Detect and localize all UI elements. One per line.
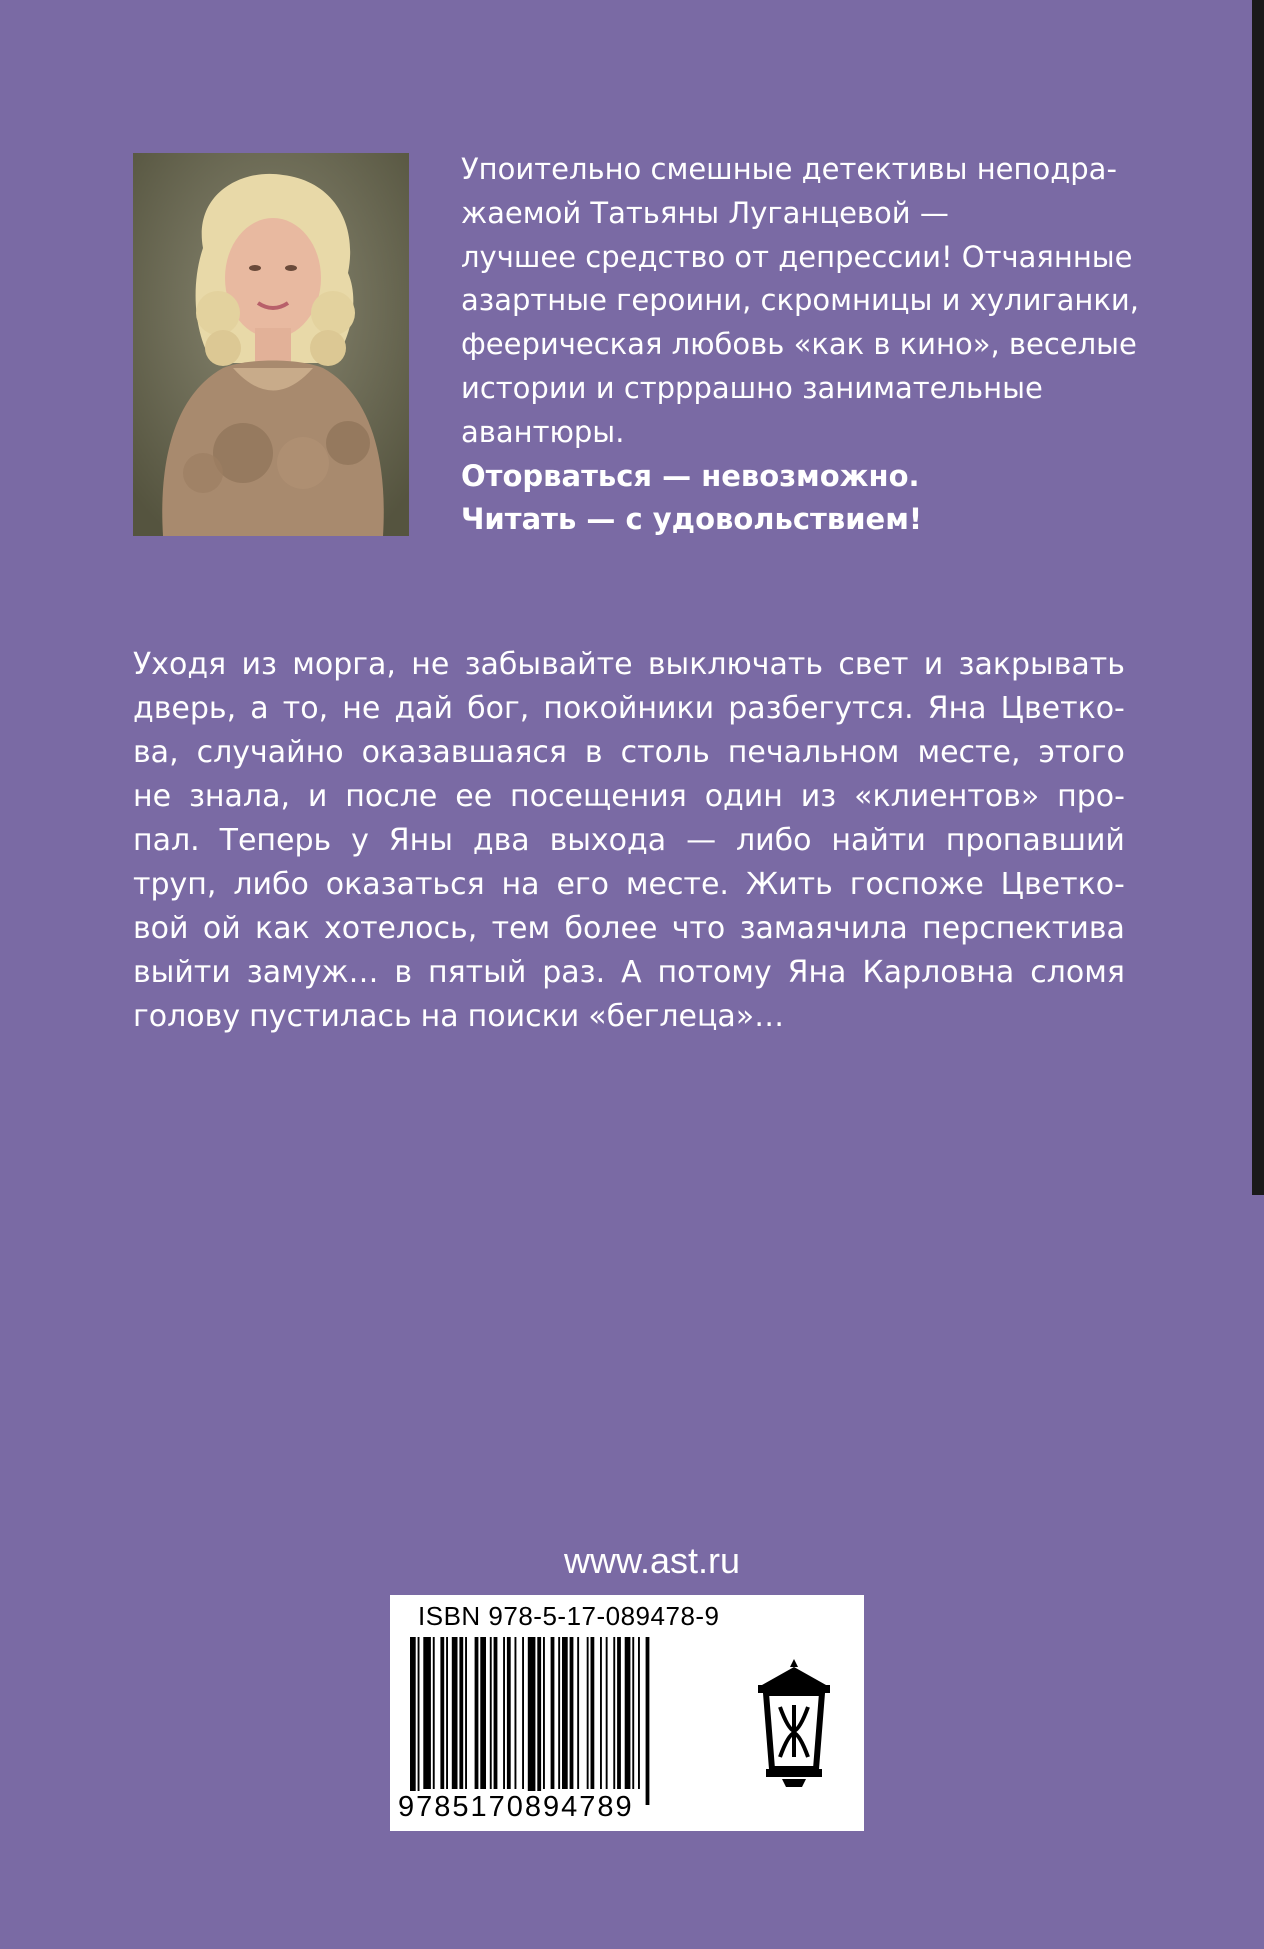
annotation-word: не [342,691,381,726]
publisher-website: www.ast.ru [563,1540,741,1581]
barcode-bar [600,1637,602,1789]
annotation-word: поиски [467,999,580,1034]
barcode-bar [537,1637,541,1805]
blurb-line: Упоительно смешные детективы неподра- [461,152,1117,186]
barcode-bar [418,1637,420,1805]
annotation-word: из [241,647,277,682]
barcode-bar [503,1637,505,1789]
annotation-line [133,863,1125,907]
annotation-word: замуж… [246,955,379,990]
annotation-word: Цветко- [1000,867,1125,902]
annotation-word: не [411,647,450,682]
barcode-bar [613,1637,615,1789]
blurb-tagline: Оторваться — невозможно. [461,458,920,493]
annotation-word: в [584,735,603,770]
annotation-word: замаячила [739,911,908,946]
annotation-word: Теперь [219,823,332,858]
barcode-bar [452,1637,458,1789]
barcode-bar [543,1637,545,1789]
barcode-bar [638,1637,640,1789]
annotation-word: ва, [133,735,179,770]
barcode-bar [480,1637,486,1789]
annotation-word: и [923,647,944,682]
annotation-line [133,643,1125,687]
barcode-bar [587,1637,589,1789]
annotation-word: пропавший [945,823,1125,858]
barcode-bar [577,1637,579,1789]
blurb-line: лучшее средство от депрессии! Отчаянные [461,239,1133,274]
annotation-word: столь [620,735,710,770]
annotation-word: знала, [188,779,290,814]
barcode-bar [515,1637,517,1789]
barcode-bar [617,1637,621,1789]
barcode-bar [522,1637,524,1789]
barcode-bar [646,1637,650,1805]
annotation-word: Цветко- [1000,691,1125,726]
annotation-word: Яна [927,691,987,726]
lantern-logo-icon [752,1657,836,1787]
barcode-bar [606,1637,608,1789]
blurb-line: истории и стрррашно занимательные [461,370,1043,405]
annotation-line [133,775,1125,819]
annotation-word: пятый [428,955,527,990]
annotation-line [133,687,1125,731]
annotation-word: случайно [196,735,344,770]
spine-edge [1252,0,1264,1195]
blurb-line: жаемой Татьяны Луганцевой — [461,195,949,230]
barcode-bar [551,1637,555,1789]
annotation-word: его [556,867,610,902]
annotation-word: этого [1038,735,1125,770]
annotation-word: А [621,955,642,990]
annotation-word: не [133,779,172,814]
annotation-word: про- [1057,779,1125,814]
annotation-word: на [420,999,459,1034]
annotation-line [133,995,1125,1039]
annotation-word: как [255,911,310,946]
annotation-line [133,951,1125,995]
annotation-word: пал. [133,823,200,858]
annotation-word: хотелось, [323,911,478,946]
barcode-block [390,1595,864,1831]
isbn-number: ISBN 978-5-17-089478-9 [418,1601,720,1631]
annotation-word: два [472,823,530,858]
annotation-word: Уходя [133,647,227,682]
annotation-line [133,731,1125,775]
annotation-word: более [564,911,658,946]
blurb-line: азартные героини, скромницы и хулиганки, [461,283,1139,318]
annotation-word: один [704,779,783,814]
barcode-bar [625,1637,631,1789]
blurb-line: феерическая любовь «как в кино», веселые [461,327,1137,362]
barcode [410,1637,710,1805]
barcode-bar [562,1637,568,1789]
barcode-bar [423,1637,431,1789]
annotation-word: труп, [133,867,217,902]
annotation-word: на [501,867,540,902]
annotation-word: вой [133,911,189,946]
annotation-word: госпоже [849,867,984,902]
annotation-word: перспектива [922,911,1125,946]
annotation-word: бог, [467,691,530,726]
annotation-word: выключать [647,647,824,682]
barcode-bar [507,1637,511,1789]
barcode-bar [558,1637,560,1789]
annotation-word: выхода [549,823,667,858]
annotation-word: месте, [917,735,1021,770]
annotation-word: дверь, [133,691,237,726]
annotation-word: «беглеца»… [588,999,785,1034]
annotation-word: то, [282,691,329,726]
barcode-bar [632,1637,634,1789]
annotation-word: найти [831,823,926,858]
book-annotation [133,643,1125,1039]
annotation-word: — [686,823,717,858]
annotation-word: из [800,779,837,814]
barcode-bar [475,1637,479,1789]
author-photo [133,153,409,536]
annotation-word: сломя [1030,955,1125,990]
annotation-line [133,819,1125,863]
annotation-word: дай [394,691,454,726]
annotation-word: закрывать [958,647,1125,682]
annotation-word: морга, [292,647,396,682]
annotation-word: выйти [133,955,231,990]
author-blurb [461,148,1161,542]
barcode-bar [494,1637,498,1789]
barcode-bar [465,1637,467,1789]
annotation-word: и [307,779,328,814]
annotation-word: голову [133,999,241,1034]
annotation-word: покойники [543,691,715,726]
barcode-bar [440,1637,444,1789]
annotation-line [133,907,1125,951]
annotation-word: либо [735,823,812,858]
annotation-word: ой [202,911,241,946]
annotation-word: а [250,691,269,726]
barcode-bar [433,1637,435,1789]
annotation-word: «клиентов» [854,779,1040,814]
annotation-word: месте. [625,867,729,902]
annotation-word: либо [233,867,309,902]
annotation-word: забывайте [464,647,633,682]
annotation-word: разбегутся. [728,691,914,726]
barcode-bar [591,1637,595,1789]
barcode-bar [570,1637,574,1789]
annotation-word: Яны [388,823,453,858]
annotation-word: в [394,955,413,990]
annotation-word: Жить [745,867,833,902]
annotation-word: пустилась [249,999,412,1034]
barcode-bar [459,1637,463,1789]
annotation-word: у [351,823,369,858]
annotation-word: тем [491,911,551,946]
annotation-word: посещения [510,779,687,814]
barcode-bar [528,1637,536,1805]
annotation-word: свет [838,647,909,682]
annotation-word: оказаться [325,867,485,902]
annotation-word: Карловна [862,955,1015,990]
barcode-bar [410,1637,416,1805]
annotation-word: потому [657,955,772,990]
annotation-word: Яна [787,955,847,990]
annotation-word: раз. [542,955,606,990]
blurb-tagline: Читать — с удовольствием! [461,502,923,537]
ean-digits: 9785170894789 [398,1791,634,1823]
barcode-bar [446,1637,448,1789]
annotation-word: оказавшаяся [361,735,567,770]
annotation-word: что [671,911,726,946]
annotation-word: ее [455,779,493,814]
annotation-word: после [345,779,438,814]
annotation-word: печальном [727,735,900,770]
blurb-line: авантюры. [461,414,625,449]
barcode-bar [490,1637,492,1789]
